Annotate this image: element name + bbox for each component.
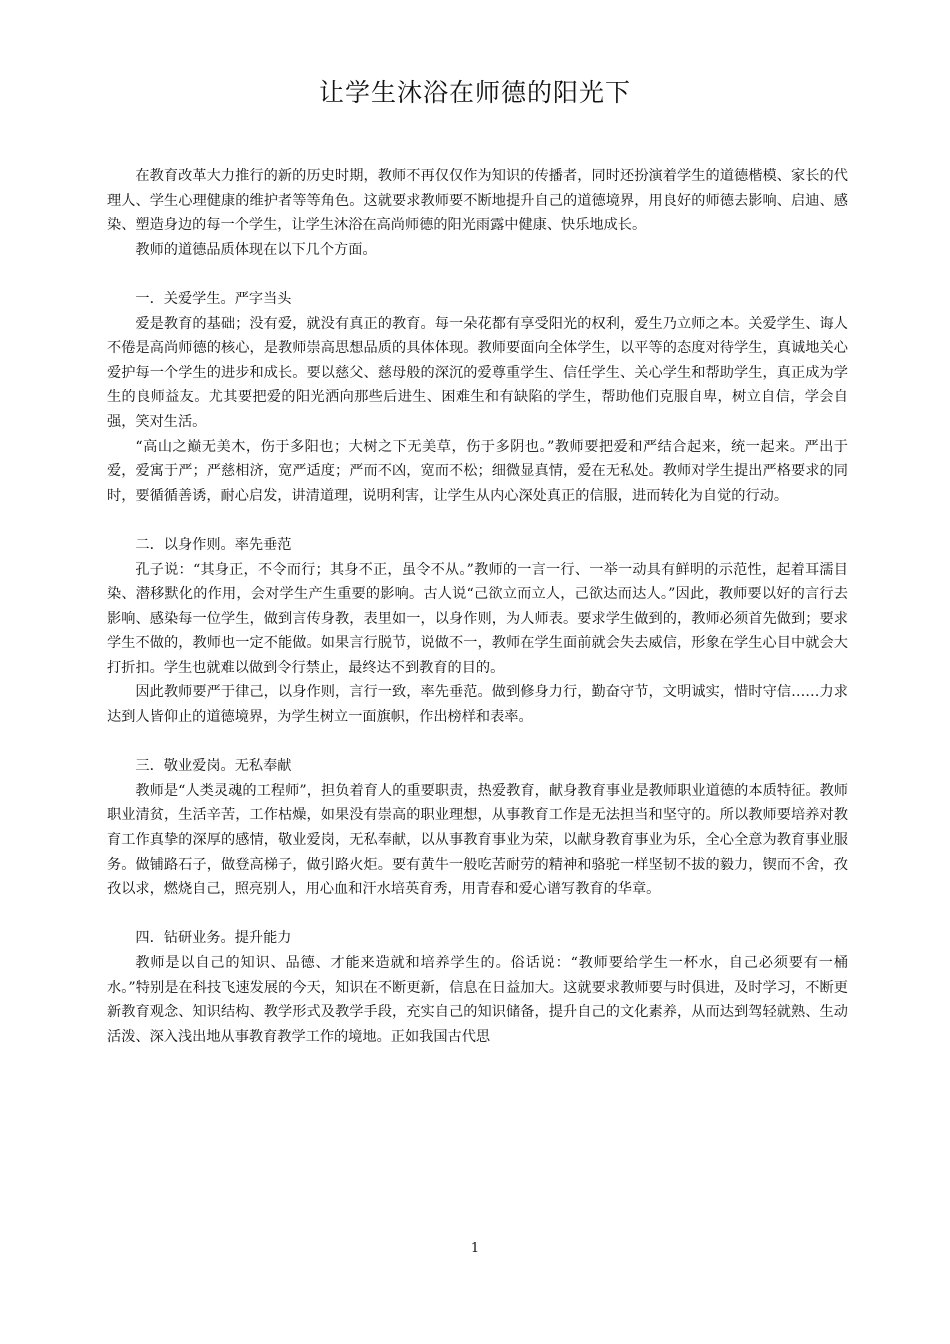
spacer xyxy=(107,902,848,927)
section-2-heading: 二．以身作则。率先垂范 xyxy=(135,536,292,553)
spacer xyxy=(107,730,848,755)
spacer xyxy=(107,262,848,287)
section-1-heading: 一．关爱学生。严字当头 xyxy=(135,290,292,307)
intro-paragraph-2: 教师的道德品质体现在以下几个方面。 xyxy=(135,241,377,258)
intro-paragraph-1: 在教育改革大力推行的新的历史时期，教师不再仅仅作为知识的传播者，同时还扮演着学生的道德楷模、家长的代理人、学生心理健康的维护者等等角色。这就要求教师要不断地提升自己的道德境界，用良好的师德去影响、启迪、感染、塑造身边的每一个学生，让学生沐浴在高尚师德的阳光雨露中健康、快乐地成长。 xyxy=(107,168,848,234)
document-title: 让学生沐浴在师德的阳光下 xyxy=(318,78,631,107)
page-number: 1 xyxy=(470,1241,480,1256)
section-2-paragraph-2: 因此教师要严于律己，以身作则，言行一致，率先垂范。做到修身力行，勤奋守节，文明诚实，惜时守信……力求达到人皆仰止的道德境界，为学生树立一面旗帜，作出榜样和表率。 xyxy=(107,684,848,726)
document-body xyxy=(107,164,848,1049)
section-3-heading: 三．敬业爱岗。无私奉献 xyxy=(135,758,292,775)
section-4-heading: 四．钻研业务。提升能力 xyxy=(135,930,292,947)
section-2-paragraph-1: 孔子说：“其身正，不令而行；其身不正，虽令不从。”教师的一言一行、一举一动具有鲜明的示范性，起着耳濡目染、潜移默化的作用，会对学生产生重要的影响。古人说“己欲立而立人，己欲达而达人。”因此，教师要以好的言行去影响、感染每一位学生，做到言传身教，表里如一，以身作则，为人师表。要求学生做到的，教师必须首先做到；要求学生不做的，教师也一定不能做。如果言行脱节，说做不一，教师在学生面前就会失去威信，形象在学生心目中就会大打折扣。学生也就难以做到令行禁止，最终达不到教育的目的。 xyxy=(107,561,848,676)
section-4-paragraph-1: 教师是以自己的知识、品德、才能来造就和培养学生的。俗话说：“教师要给学生一杯水，自己必须要有一桶水。”特别是在科技飞速发展的今天，知识在不断更新，信息在日益加大。这就要求教师要与时俱进，及时学习，不断更新教育观念、知识结构、教学形式及教学手段，充实自己的知识储备，提升自己的文化素养，从而达到驾轻就熟、生动活泼、深入浅出地从事教育教学工作的境地。正如我国古代思 xyxy=(107,955,848,1045)
section-3-paragraph-1: 教师是“人类灵魂的工程师”，担负着育人的重要职责，热爱教育，献身教育事业是教师职业道德的本质特征。教师职业清贫，生活辛苦，工作枯燥，如果没有崇高的职业理想，从事教育工作是无法担当和坚守的。所以教师要培养对教育工作真挚的深厚的感情，敬业爱岗，无私奉献，以从事教育事业为荣，以献身教育事业为乐，全心全意为教育事业服务。做铺路石子，做登高梯子，做引路火炬。要有黄牛一般吃苦耐劳的精神和骆驼一样坚韧不拔的毅力，锲而不舍，孜孜以求，燃烧自己，照亮别人，用心血和汗水培英育秀，用青春和爱心谱写教育的华章。 xyxy=(107,782,848,898)
section-1-paragraph-1: 爱是教育的基础；没有爱，就没有真正的教育。每一朵花都有享受阳光的权利，爱生乃立师之本。关爱学生、诲人不倦是高尚师德的核心，是教师崇高思想品质的具体体现。教师要面向全体学生，以平等的态度对待学生，真诚地关心爱护每一个学生的进步和成长。要以慈父、慈母般的深沉的爱尊重学生、信任学生、关心学生和帮助学生，真正成为学生的良师益友。尤其要把爱的阳光洒向那些后进生、困难生和有缺陷的学生，帮助他们克服自卑，树立自信，学会自强，笑对生活。 xyxy=(107,315,848,430)
spacer xyxy=(107,508,848,533)
section-1-paragraph-2: “高山之巅无美木，伤于多阳也；大树之下无美草，伤于多阴也。”教师要把爱和严结合起来，统一起来。严出于爱，爱寓于严；严慈相济，宽严适度；严而不凶，宽而不松；细微显真情，爱在无私处。教师对学生提出严格要求的同时，要循循善诱，耐心启发，讲清道理，说明利害，让学生从内心深处真正的信服，进而转化为自觉的行动。 xyxy=(107,438,848,504)
